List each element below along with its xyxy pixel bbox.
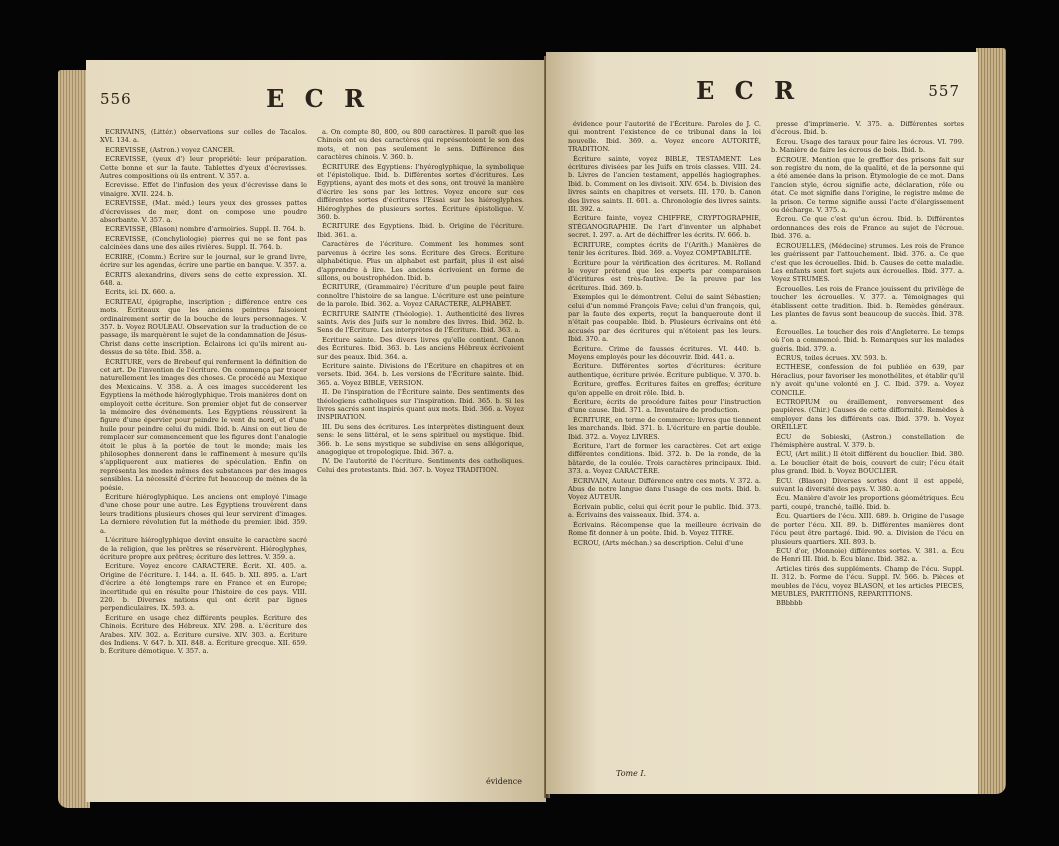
right-page-columns	[568, 120, 964, 764]
entry-paragraph: ECREVISSE, (Conchyliologie) pierres qui ne se font pas calcinées dans une des ailes rivières. Suppl. II. 764. b.	[100, 234, 307, 252]
entry-paragraph: Écriture fainte, voyez CHIFFRE, CRYPTOGRAPHIE, STÉGANOGRAPHIE. De l'art d'inventer un alphabet secret. I. 297. a. Art de déchiffrer les écrits. IV. 666. b.	[568, 214, 761, 240]
entry-paragraph: ECREVISSE, (Astron.) voyez CANCER.	[105, 145, 235, 154]
entry-paragraph: a. On compte 80, 800, ou 800 caractères. Il paroît que les Chinois ont eu des caractères qui représentoient le son des mots, et non pas seulement le sens. Différence des caractères chinois. V. 360. b.	[317, 128, 524, 162]
right-page-header	[546, 76, 978, 106]
entry-paragraph: ECRIRE, (Comm.) Écrire sur le journal, sur le grand livre, écrire sur les agendas, écrire une partie en banque. V. 357. a.	[100, 252, 307, 270]
entry-paragraph: Exemples qui le démontrent. Celui de saint Sébastien; celui d'un nommé François Fave; celui d'un françois, qui, par la faute des experts, reçut la banqueroute dont il n'était pas coupable. Ibid. b. Plusieurs écrivains ont été accusés par des écritures qui n'étoient pas les leurs. Ibid. 370. a.	[568, 293, 761, 344]
left-column-1	[100, 128, 307, 772]
entry-paragraph: ÉCRITURE, vers de Brebeuf qui renferment la définition de cet art. De l'invention de l'écriture. On commença par tracer naturellement les images des choses. Ce procédé au Mexique des Mexicains. V. 358. a. À ces images succéderent les Egyptiens la méthode hiéroglyphique. Trois manières dont on employoit cette écriture. Son premier objet fut de conserver la mémoire des événements. Les Egyptiens réussirent la figure d'une épervier pour peindre le vent du nord, et d'une huile pour peindre celui du midi. Ibid. b. Ainsi on eut lieu de remplacer sur commencement que les figures dont l'analogie étoit le plus à la portée de tout le monde; mais les philosophes donnerent dans le raffinement à mesure qu'ils s'appliquerent aux matieres de spéculation. Enfin on représenta les modes mêmes des substances par des images sensibles. La nécessité d'écrire fut beaucoup de ménes de la poésie.	[100, 357, 307, 492]
entry-paragraph: ECTHESE, confession de foi publiée en 639, par Héraclius, pour favoriser les monothélites, et établir qu'il n'y avoit qu'une volonté en J. C. Ibid. 379. a. Voyez CONCILE.	[771, 363, 964, 397]
entry-paragraph: évidence pour l'autorité de l'Écriture. Paroles de J. C. qui montrent l'existence de ce tribunal dans la loi nouvelle. Ibid. 369. a. Voyez encore AUTORITÉ, TRADITION.	[568, 120, 761, 154]
entry-paragraph: L'écriture hiéroglyphique devint ensuite le caractère sacré de la religion, que les prêtres se réservèrent. Hiéroglyphes, écriture propre aux prêtres; écriture des lettres. V. 359. a.	[100, 536, 307, 561]
entry-paragraph: Écrivains. Récompense que la meilleure écrivain de Rome fit donner à un poète. Ibid. b. Voyez TITRE.	[568, 520, 761, 538]
entry-paragraph: ECRIVAIN, Auteur. Différence entre ces mots. V. 372. a. Abus de notre langue dans l'usage de ces mots. Ibid. b. Voyez AUTEUR.	[568, 476, 761, 502]
left-running-title: E C R	[266, 84, 371, 113]
right-page-edges	[976, 48, 1006, 794]
entry-paragraph: Écrou. Usage des taraux pour faire les écrous. VI. 799. b. Manière de faire les écrous de bois. Ibid. b.	[771, 137, 964, 155]
left-catchword: évidence	[485, 777, 522, 786]
entry-paragraph: Écriture. Différentes sortes d'écritures: écriture authentique, écriture privée. Écriture publique. V. 370. b.	[568, 362, 761, 379]
entry-paragraph: presse d'imprimerie. V. 375. a. Différentes sortes d'écrous. Ibid. b.	[771, 120, 964, 137]
entry-paragraph: BBbbbb	[776, 599, 803, 608]
right-column-1	[568, 120, 761, 764]
entry-paragraph: Écriture, greffes. Écritures faites en greffes; écriture qu'on appelle en droit rôle. Ibid. b.	[568, 380, 761, 397]
entry-paragraph: Ecriture sainte. Divisions de l'Écriture en chapitres et en versets. Ibid. 364. b. Les versions de l'Écriture sainte. Ibid. 365. a. Voyez BIBLE, VERSION.	[317, 361, 524, 387]
entry-paragraph: ECROU, (Arts méchan.) sa description. Celui d'une	[573, 538, 744, 547]
entry-paragraph: Écrouelles. Les rois de France jouissent du privilège de toucher les écrouelles. V. 377. a. Témoignages qui établissent cette tradition. Ibid. b. Remèdes généraux. Les plantes de favus sont beaucoup de succès. Ibid. 378. a.	[771, 284, 964, 327]
entry-paragraph: ÉCRITURE des Egyptiens. Ibid. b. Origine de l'écriture. Ibid. 361. a.	[317, 222, 524, 239]
entry-paragraph: Ecrits, ici. IX. 660. a.	[105, 288, 176, 297]
left-page-columns	[100, 128, 524, 772]
entry-paragraph: ÉCRUS, toiles écrues. XV. 593. b.	[776, 353, 888, 362]
entry-paragraph: Écu. Quartiers de l'écu. XIII. 689. b. Origine de l'usage de porter l'écu. XII. 89. b. Différentes manières dont l'écu peut être partagé. Ibid. 90. a. Division de l'écu en plusieurs quartiers. XII. 893. b.	[771, 512, 964, 546]
left-page-header	[86, 84, 546, 114]
entry-paragraph: ÉCRITURE, comptes écrits de l'(Arith.) Manières de tenir les écritures. Ibid. 369. a. Voyez COMPTABILITÉ.	[568, 240, 761, 258]
open-book	[58, 48, 1006, 808]
entry-paragraph: Écriture hiéroglyphique. Les anciens ont employé l'image d'une chose pour une autre. Les Égyptiens trouvèrent dans leurs traditions plusieurs choses qui leur servirent d'images. La derniere révolution fut la méthode du premier. ibid. 359. a.	[100, 493, 307, 535]
left-page-number: 556	[100, 90, 132, 108]
entry-paragraph: ÉCROUELLES, (Médecine) strumes. Les rois de France les guérissent par l'attouchement. Ibid. 376. a. Ce que c'est que les écrouelles. Ibid. b. Causes de cette maladie. Les enfants sont fort sujets aux écrouelles. Ibid. 377. a. Voyez STRUMES.	[771, 241, 964, 284]
entry-paragraph: Écrivain public, celui qui écrit pour le public. Ibid. 373. a. Écrivains des vaisseaux. Ibid. 374. a.	[568, 502, 761, 520]
entry-paragraph: ECREVISSE, (yeux d') leur propriété: leur préparation. Cette bonne et sur la faute. Tablettes d'yeux d'écrevisses. Autres compositions où ils entrent. V. 357. a.	[100, 155, 307, 181]
entry-paragraph: II. De l'inspiration de l'Écriture sainte. Des sentiments des théologiens catholiques sur l'inspiration. Ibid. 365. b. Si les livres sacrés sont inspirés quant aux mots. Ibid. 366. a. Voyez INSPIRATION.	[317, 388, 524, 422]
entry-paragraph: ÉCROUE. Mention que le greffier des prisons fait sur son registre du nom, de la qualité, et de la personne qui a été amenée dans la prison. Étymologie de ce mot. Dans l'ancien style, écrou signifie acte, déclaration, rôle ou état. Ce mot signifie dans l'origine, le registre même de la prison. Ce terme signifie aussi l'acte d'élargissement ou décharge. V. 375. a.	[771, 155, 964, 215]
entry-paragraph: ECTROPIUM ou éraillement, renversement des paupières. (Chir.) Causes de cette difformité. Remèdes à employer dans les différents cas. Ibid. 379. b. Voyez ORÉILLET.	[771, 398, 964, 432]
entry-paragraph: Écrouelles. Le toucher des rois d'Angleterre. Le temps où l'on a commencé. Ibid. b. Remarques sur les malades guéris. Ibid. 379. a.	[771, 327, 964, 353]
entry-paragraph: Écriture en usage chez différents peuples. Écriture des Chinois. Écriture des Hébreux. XIV. 298. a. L'écriture des Arabes. XIV. 302. a. Écriture cursive. XIV. 303. a. Écriture des Indiens. V. 647. b. XII. 848. a. Écriture grecque. XII. 659. b. Écriture démotique. V. 357. a.	[100, 613, 307, 656]
entry-paragraph: ÉCRITURE des Egyptiens: l'hyéroglyphique, la symbolique et l'épistolique. Ibid. b. Différentes sortes d'écritures. Les Egyptiens, ayant des mots et des sons, ont trouvé la manière d'écrire les sons par les lettres. Voyez encore sur ces différentes sortes d'écritures l'Essai sur les hiéroglyphes. Hiéroglyphes de plusieurs sortes. Écriture épistolique. V. 360. b.	[317, 162, 524, 222]
entry-paragraph: ÉCU de Sobieski, (Astron.) constellation de l'hémisphère austral. V. 379. b.	[771, 432, 964, 450]
entry-paragraph: Caractères de l'écriture. Comment les hommes sont parvenus à écrire les sons. Écriture des Grecs. Écriture alphabétique. Plus un alphabet est parfait, plus il est aisé d'apprendre à lire. Les anciens écrivoient en forme de sillons, ou boustrophédon. Ibid. b.	[317, 240, 524, 282]
entry-paragraph: Écu. Manière d'avoir les proportions géométriques. Écu parti, coupé, tranché, taillé. Ibid. b.	[771, 494, 964, 511]
entry-paragraph: Écriture pour la vérification des écritures. M. Rolland le voyer prétend que les experts par comparaison d'écritures est très-fautive. De la preuve par les écritures. Ibid. 369. b.	[568, 258, 761, 292]
entry-paragraph: ECREVISSE, (Blason) nombre d'armoiries. Suppl. II. 764. b.	[105, 225, 306, 234]
entry-paragraph: Ecrevisse. Effet de l'infusion des yeux d'écrevisse dans le vinaigre. XVII. 224. b.	[100, 181, 307, 198]
right-page	[546, 52, 978, 794]
entry-paragraph: ÉCU. (Blason) Diverses sortes dont il est appelé, suivant la diversité des pays. V. 380. a.	[771, 476, 964, 494]
left-column-2	[317, 128, 524, 772]
entry-paragraph: ÉCRITS alexandrins, divers sens de cette expression. XI. 648. a.	[100, 270, 307, 287]
entry-paragraph: Ecriture sainte. Des divers livres qu'elle contient. Canon des Écritures. Ibid. 363. b. Les anciens Hébreux écrivoient sur des peaux. Ibid. 364. a.	[317, 335, 524, 361]
entry-paragraph: Articles tirés des suppléments. Champ de l'écu. Suppl. II. 312. b. Forme de l'écu. Suppl. IV. 566. b. Pièces et meubles de l'écu, voyez BLASON, et les articles PIECES, MEUBLES, PARTITIONS, REPARTITIONS.	[771, 564, 964, 598]
right-column-2	[771, 120, 964, 764]
entry-paragraph: ECRITEAU, épigraphe, inscription ; différence entre ces mots. Écriteaux que les anciens peintres faisoient ordinairement sortir de la bouche de leurs personnages. V. 357. b. Voyez ROULEAU. Observation sur la traduction de ce passage, ils marquèrent le sujet de la condamnation de Jésus-Christ dans cette inscription. Éclairons ici qu'ils mirent au-dessus de sa tête. Ibid. 358. a.	[100, 297, 307, 357]
entry-paragraph: Écriture sainte, voyez BIBLE, TESTAMENT. Les écritures divisées par les Juifs en trois classes. VIII. 24. b. Livres de l'ancien testament, appellés hagiographes. Ibid. b. Comment on les divisoit. XIV. 654. b. Division des livres saints en chapitres et versets. III. 170. b. Canon des livres saints. II. 601. a. Chronologie des livres saints. III. 392. a.	[568, 154, 761, 214]
entry-paragraph: Écriture, écrits de procédure faites pour l'instruction d'une cause. Ibid. 371. a. Inventaire de production.	[568, 398, 761, 415]
entry-paragraph: III. Du sens des écritures. Les interprètes distinguent deux sens: le sens littéral, et le sens spirituel ou mystique. Ibid. 366. b. Le sens mystique se subdivise en sens allégorique, anagogique et tropologique. Ibid. 367. a.	[317, 422, 524, 457]
entry-paragraph: ECRIVAINS, (Littér.) observations sur celles de Tacalos. XVI. 134. a.	[100, 128, 307, 145]
entry-paragraph: ÉCU, (Art milit.) Il étoit différent du bouclier. Ibid. 380. a. Le bouclier était de bois, couvert de cuir; l'écu était plus grand. Ibid. b. Voyez BOUCLIER.	[771, 450, 964, 476]
entry-paragraph: ÉCRITURE SAINTE (Théologie). 1. Authenticité des livres saints. Avis des Juifs sur le nombre des livres. Ibid. 362. b. Sens de l'Écriture. Les interprètes de l'Écriture. Ibid. 363. a.	[317, 309, 524, 335]
entry-paragraph: Écriture, l'art de former les caractères. Cet art exige différentes conditions. Ibid. 372. b. De la ronde, de la bâtarde, de la coulée. Trois caractères principaux. Ibid. 373. a. Voyez CARACTÈRE.	[568, 442, 761, 476]
entry-paragraph: ÉCRITURE, (Grammaire) l'écriture d'un peuple peut faire connoître l'histoire de sa langue. L'écriture est une peinture de la parole. Ibid. 362. a. Voyez CARACTERE, ALPHABET.	[317, 283, 524, 309]
entry-paragraph: Écriture. Crime de fausses écritures. VI. 440. b. Moyens employés pour les découvrir. Ibid. 441. a.	[568, 344, 761, 361]
right-page-number: 557	[928, 82, 960, 100]
entry-paragraph: IV. De l'autorité de l'écriture. Sentiments des catholiques. Celui des protestants. Ibid. 367. b. Voyez TRADITION.	[317, 457, 524, 474]
entry-paragraph: Ecriture. Voyez encore CARACTERE. Écrit. XI. 405. a. Origine de l'écriture. I. 144. a. II. 645. b. XII. 895. a. L'art d'écrire a été longtemps rare en France et en Europe; incertitude qui en résulte pour l'histoire de ces pays. VIII. 220. b. Diverses nations qui ont écrit par lignes perpendiculaires. IX. 593. a.	[100, 562, 307, 613]
entry-paragraph: ÉCRITURE, en terme de commerce: livres que tiennent les marchands. Ibid. 371. b. L'écriture en partie double. Ibid. 372. a. Voyez LIVRES.	[568, 415, 761, 441]
entry-paragraph: ECREVISSE, (Mat. méd.) leurs yeux des grosses pattes d'écrevisses de mer, dont on compose une poudre absorbante. V. 357. a.	[100, 199, 307, 225]
right-running-title: E C R	[696, 76, 801, 105]
entry-paragraph: ÉCU d'or, (Monnoie) différentes sortes. V. 381. a. Écu de Henri III. Ibid. b. Écu blanc. Ibid. 382. a.	[771, 546, 964, 564]
left-page	[86, 60, 546, 802]
right-signature: Tome I.	[616, 769, 647, 778]
entry-paragraph: Écrou. Ce que c'est qu'un écrou. Ibid. b. Différentes ordonnances des rois de France au sujet de l'écroue. Ibid. 376. a.	[771, 215, 964, 241]
